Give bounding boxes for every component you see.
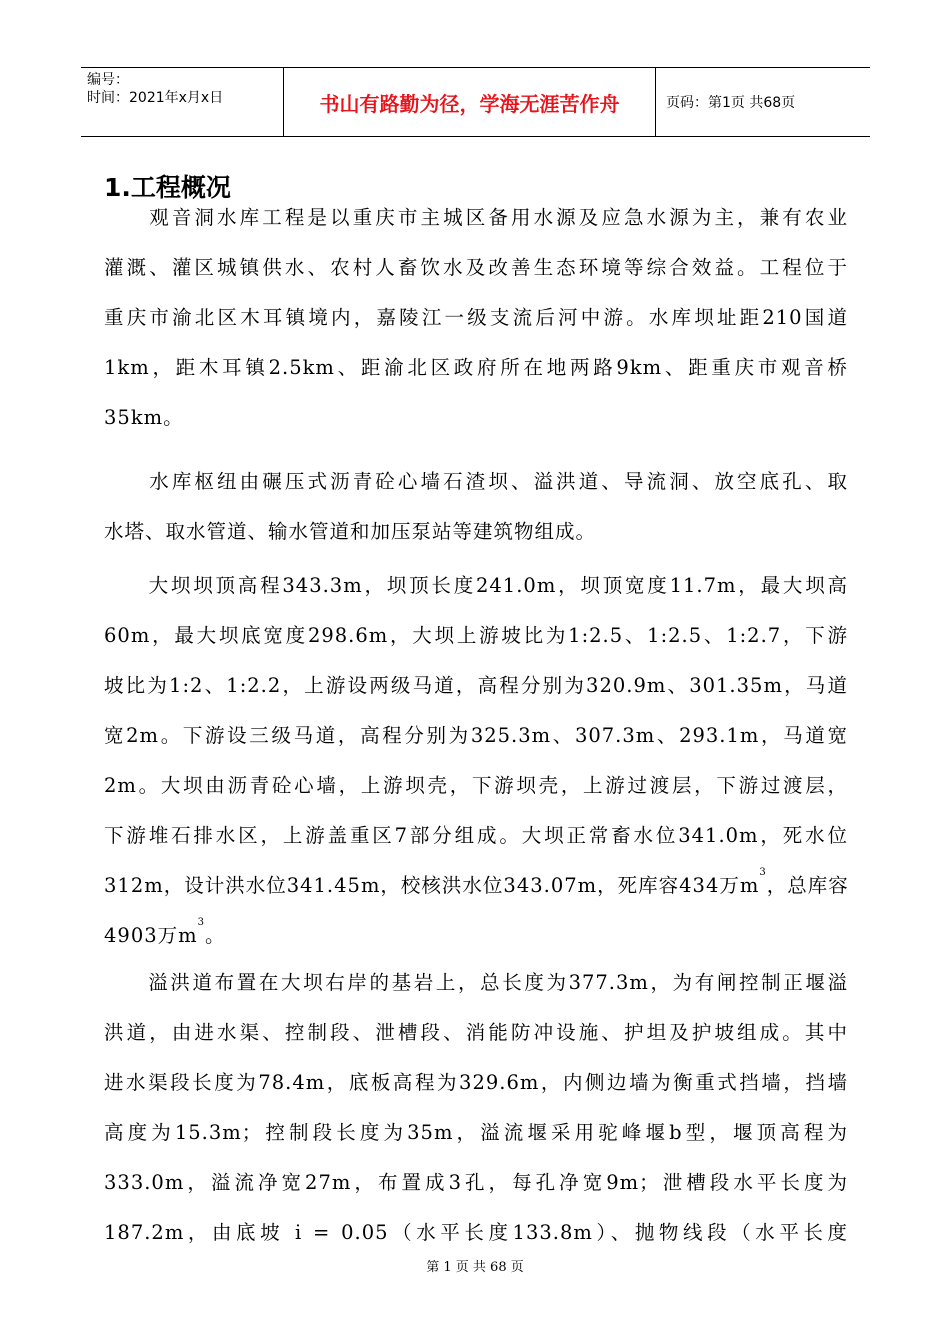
text-line: 下游堆石排水区，上游盖重区7部分组成。大坝正常畜水位341.0m，死水位 [104,824,848,847]
text-line: 35km。 [104,406,184,429]
text-line: 重庆市渝北区木耳镇境内，嘉陵江一级支流后河中游。水库坝址距210国道 [104,306,848,329]
time-label: 时间：2021年x月x日 [87,90,224,106]
motto: 书山有路勤为径，学海无涯苦作舟 [284,68,656,136]
text-line: 60m，最大坝底宽度298.6m，大坝上游坡比为1:2.5、1:2.5、1:2.7，下游 [104,624,848,647]
text-line: 水库枢纽由碾压式沥青砼心墙石渣坝、溢洪道、导流洞、放空底孔、取 [104,470,848,493]
section-title: 1.工程概况 [104,173,231,202]
paragraph-1 [104,193,848,443]
text-line: 大坝坝顶高程343.3m，坝顶长度241.0m，坝顶宽度11.7m，最大坝高 [104,574,848,597]
text-line: 2m。大坝由沥青砼心墙，上游坝壳，下游坝壳，上游过渡层，下游过渡层， [104,774,848,797]
superscript: 3 [197,917,205,928]
text-line: 高度为15.3m；控制段长度为35m，溢流堰采用驼峰堰b型，堰顶高程为 [104,1121,848,1144]
paragraph-4 [104,958,848,1258]
text-line: 1km，距木耳镇2.5km、距渝北区政府所在地两路9km、距重庆市观音桥 [104,356,848,379]
text-line [104,861,848,911]
text-line: 观音洞水库工程是以重庆市主城区备用水源及应急水源为主，兼有农业 [104,206,848,229]
text-line: 坡比为1:2、1:2.2，上游设两级马道，高程分别为320.9m、301.35m，马道 [104,674,848,697]
header-table [81,67,870,137]
paragraph-3 [104,561,848,961]
paragraph-2 [104,457,848,557]
page-info: 页码：第1页 共68页 [666,95,796,111]
text-line: 宽2m。下游设三级马道，高程分别为325.3m、307.3m、293.1m，马道宽 [104,724,848,747]
text-segment: ，总库容 [766,874,849,897]
text-line: 水塔、取水管道、输水管道和加压泵站等建筑物组成。 [104,520,597,543]
number-label: 编号： [87,72,129,88]
text-line: 洪道，由进水渠、控制段、泄槽段、消能防冲设施、护坦及护坡组成。其中 [104,1021,848,1044]
text-line: 溢洪道布置在大坝右岸的基岩上，总长度为377.3m，为有闸控制正堰溢 [104,971,848,994]
text-line: 4903万$m^3$。 [104,917,226,947]
superscript: 3 [759,867,767,878]
text-line: 333.0m，溢流净宽27m，布置成3孔，每孔净宽9m；泄槽段水平长度为 [104,1171,848,1194]
text-line: 进水渠段长度为78.4m，底板高程为329.6m，内侧边墙为衡重式挡墙，挡墙 [104,1071,848,1094]
text-line: 187.2m，由底坡 i = 0.05（水平长度133.8m）、抛物线段（水平长度 [104,1221,848,1244]
header-meta-cell [81,68,284,136]
text-segment: 312m，设计洪水位341.45m，校核洪水位343.07m，死库容434万$m^3$ [104,867,767,897]
text-line: 灌溉、灌区城镇供水、农村人畜饮水及改善生态环境等综合效益。工程位于 [104,256,848,279]
page-footer: 第 1 页 共 68 页 [426,1260,524,1275]
